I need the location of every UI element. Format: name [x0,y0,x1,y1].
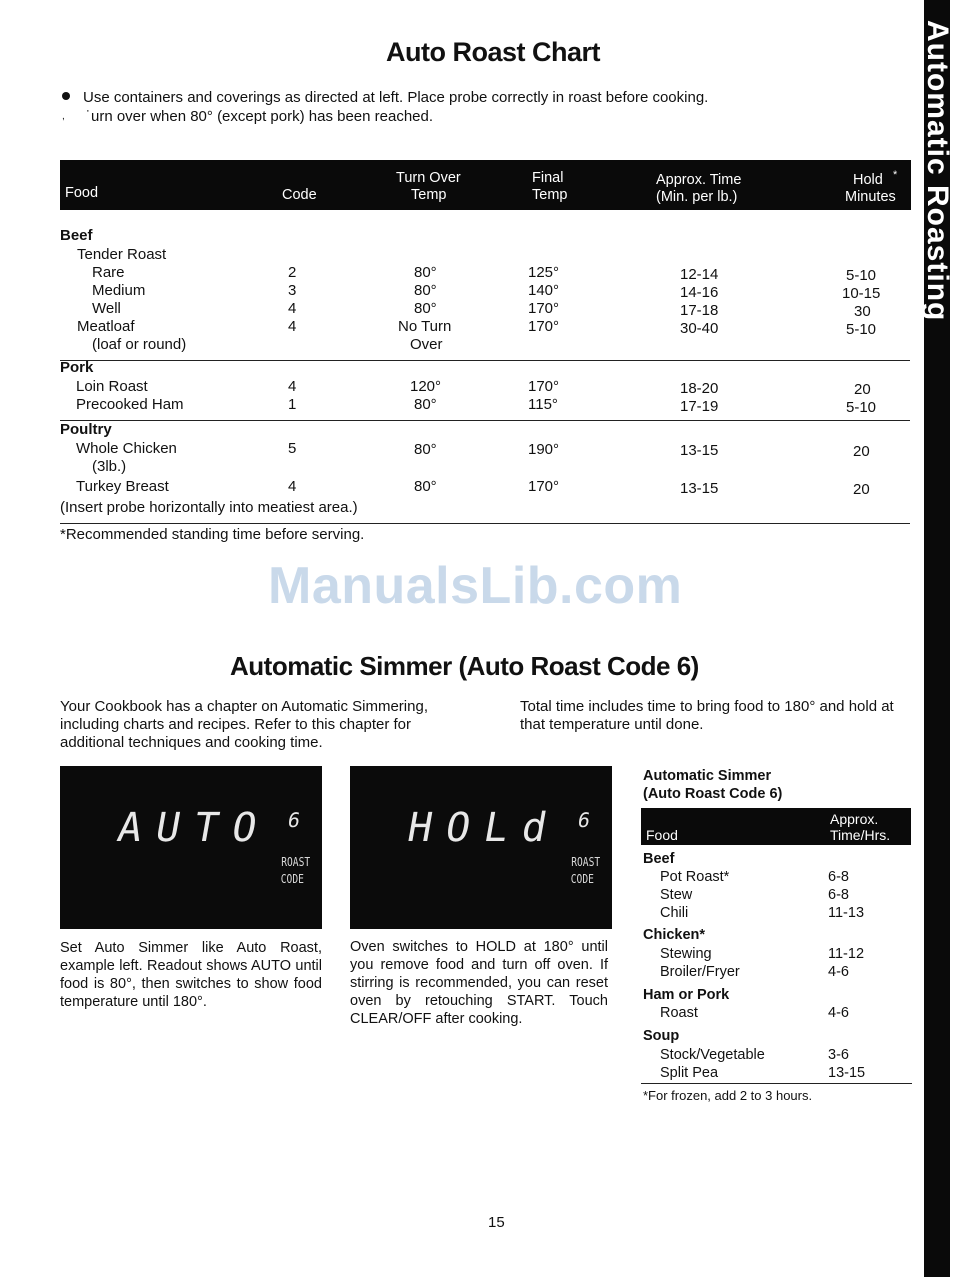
simmer-title: Automatic Simmer (Auto Roast Code 6) [230,651,699,681]
cell-time: 30-40 [680,320,719,337]
display-hold-caption: Oven switches to HOLD at 180° until you remove food and turn off oven. If stirring is recommended, you can reset oven by retouching START. Touch CLEAR/OFF after cooking. [350,939,608,1027]
display-code-label: CODE [570,872,594,886]
cell-code: 2 [288,264,297,281]
col-turn-over-temp: Temp [411,187,447,203]
col-hold-minutes: Minutes [845,189,896,205]
simmer-chart-title [643,767,782,803]
bullet-mark: , [62,111,65,122]
cell-food: Pot Roast* [660,869,730,885]
display-code-digit: 6 [575,808,593,832]
cell-time: 17-19 [680,398,719,415]
cell-hold: 20 [854,381,871,398]
section-tab-label: Automatic Roasting [921,20,954,322]
section-divider [60,420,910,421]
cell-time: 18-20 [680,380,719,397]
simmer-intro-left: Your Cookbook has a chapter on Automatic Simmering, including charts and recipes. Refer to this chapter for additional techniques and cooking time. [60,698,428,751]
cell-time: 11-12 [828,946,865,962]
cell-time: 4-6 [828,1005,849,1021]
simmer-chart-header [641,808,911,845]
cell-hold: 10-15 [842,285,881,302]
cell-food: Precooked Ham [76,396,184,413]
cell-food: Stewing [660,946,712,962]
cell-final-temp: 170° [528,318,560,335]
category-soup: Soup [643,1028,680,1044]
display-roast-label: ROAST [281,855,310,869]
cell-food: Whole Chicken [76,440,177,457]
cell-time: 13-15 [680,480,719,497]
category-pork: Pork [60,359,94,376]
cell-code: 4 [288,318,297,335]
simmer-chart-title-line2: (Auto Roast Code 6) [643,786,783,802]
cell-time: 3-6 [828,1047,849,1063]
cell-food: Rare [92,264,125,281]
bullet-icon [62,92,70,100]
cell-time: 4-6 [828,964,849,980]
category-ham-or-pork: Ham or Pork [643,987,730,1003]
cell-code: 5 [288,440,297,457]
display-readout: HOLd [403,805,565,851]
cell-turn-temp: 80° [414,264,437,281]
cell-final-temp: 190° [528,441,560,458]
display-code-digit: 6 [285,808,303,832]
col-final-temp: Temp [532,187,568,203]
display-readout: AUTO [113,805,275,851]
simmer-table-bottom-rule [641,1083,912,1084]
subcategory-tender-roast: Tender Roast [77,246,167,263]
col-approx-unit: (Min. per lb.) [656,189,738,205]
table-bottom-rule [60,523,910,524]
instruction-bullet-1: Use containers and coverings as directed at left. Place probe correctly in roast before cooking. [83,89,709,106]
cell-hold: 5-10 [846,267,877,284]
cell-code: 1 [288,396,297,413]
probe-note: (Insert probe horizontally into meatiest area.) [60,499,358,516]
col-approx: Approx. [830,811,879,827]
cell-food: Broiler/Fryer [660,964,740,980]
cell-turn-temp: 80° [414,396,437,413]
cell-final-temp: 170° [528,300,560,317]
simmer-footnote: *For frozen, add 2 to 3 hours. [643,1088,813,1103]
section-edge-tab [921,0,954,1277]
display-auto-caption: Set Auto Simmer like Auto Roast, example left. Readout shows AUTO until food is 80°, then switches to show food temperature until 180°. [60,940,322,1010]
col-approx-time: Approx. Time [656,172,742,188]
cell-time: 6-8 [828,887,849,903]
cell-food: Stock/Vegetable [660,1047,765,1063]
cell-time: 6-8 [828,869,849,885]
col-turn-over: Turn Over [396,170,461,186]
cell-food: Stew [660,887,693,903]
roast-chart-title: Auto Roast Chart [386,37,600,67]
cell-food: Roast [660,1005,698,1021]
cell-food: Chili [660,905,689,921]
cell-time: 14-16 [680,284,719,301]
cell-food: Well [92,300,121,317]
cell-food: Split Pea [660,1065,719,1081]
col-code: Code [282,187,317,203]
roast-footnote: *Recommended standing time before serving. [60,526,365,543]
cell-hold: 20 [853,443,870,460]
col-food: Food [646,827,678,843]
cell-final-temp: 125° [528,264,560,281]
cell-turn-temp: No Turn [398,318,452,335]
roast-chart-header [60,160,911,210]
col-food: Food [65,185,99,201]
meatloaf-turn-note: Over [410,336,443,353]
cell-hold: 20 [853,481,870,498]
col-time-hrs: Time/Hrs. [830,827,891,843]
page-number: 15 [488,1214,505,1231]
cell-food: Loin Roast [76,378,148,395]
cell-food: Meatloaf [77,318,135,335]
watermark: ManualsLib.com [268,557,683,615]
col-final: Final [532,170,564,186]
oven-display-hold [350,766,612,929]
col-hold-star: * [893,169,898,181]
simmer-intro-right: Total time includes time to bring food to 180° and hold at that temperature until done. [520,698,894,733]
cell-code: 4 [288,478,297,495]
category-chicken: Chicken* [643,927,706,943]
cell-code: 4 [288,378,297,395]
chicken-weight-note: (3lb.) [92,458,127,475]
display-roast-label: ROAST [571,855,600,869]
cell-turn-temp: 80° [414,282,437,299]
simmer-chart-title-line1: Automatic Simmer [643,768,772,784]
cell-code: 4 [288,300,297,317]
cell-turn-temp: 80° [414,478,437,495]
cell-final-temp: 170° [528,478,560,495]
category-beef: Beef [60,227,93,244]
cell-turn-temp: 80° [414,300,437,317]
cell-time: 13-15 [828,1065,866,1081]
cell-turn-temp: 80° [414,441,437,458]
cell-code: 3 [288,282,297,299]
instruction-bullet-2: ˙urn over when 80° (except pork) has been reached. [86,108,434,125]
meatloaf-note: (loaf or round) [92,336,187,353]
cell-turn-temp: 120° [410,378,442,395]
cell-food: Medium [92,282,146,299]
cell-hold: 5-10 [846,399,877,416]
oven-display-auto [60,766,322,929]
cell-final-temp: 140° [528,282,560,299]
cell-hold: 30 [854,303,871,320]
cell-time: 13-15 [680,442,719,459]
cell-final-temp: 170° [528,378,560,395]
category-beef: Beef [643,851,675,867]
cell-hold: 5-10 [846,321,877,338]
cell-time: 17-18 [680,302,719,319]
category-poultry: Poultry [60,421,112,438]
cell-time: 11-13 [828,905,865,921]
cell-final-temp: 115° [528,396,558,413]
section-divider [60,360,910,361]
cell-food: Turkey Breast [76,478,169,495]
cell-time: 12-14 [680,266,719,283]
col-hold: Hold [853,172,883,188]
display-code-label: CODE [280,872,304,886]
